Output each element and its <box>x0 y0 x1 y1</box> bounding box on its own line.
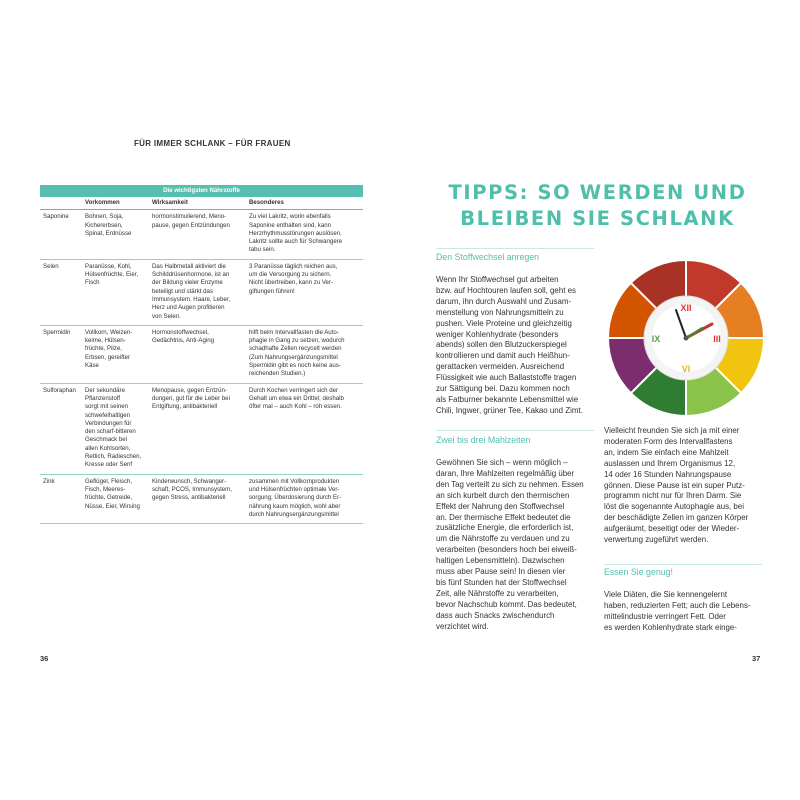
cell-line: Fisch <box>85 279 100 287</box>
cell-besonderes <box>249 325 363 383</box>
cell-line: (Zum Nahrungsergänzungsmittel <box>249 353 338 361</box>
page-number-right: 37 <box>752 654 761 663</box>
nutrient-name: Saponine <box>40 210 85 259</box>
cell-line: Geflügel, Fleisch, <box>85 477 133 485</box>
text-line: auslassen und Ihrem Organismus 12, <box>604 458 736 468</box>
table-header-besonderes: Besonderes <box>249 197 363 210</box>
text-line: menstellung von Nahrungsmitteln zu <box>436 307 564 317</box>
cell-line: früchte, Getreide, <box>85 494 133 502</box>
cell-line: schwefelhaltigen <box>85 411 131 419</box>
cell-line: Spermidin gibt es noch keine aus- <box>249 362 341 370</box>
cell-line: Das Halbmetall aktiviert die <box>152 262 226 270</box>
text-line: verzichtet wird. <box>436 621 489 631</box>
nutrients-table <box>40 185 363 524</box>
cell-line: Erbsen, gereifter <box>85 353 131 361</box>
text-line: haltigen Lebensmitteln). Dazwischen <box>436 556 565 566</box>
text-line: an, indem Sie einfach eine Mahlzeit <box>604 447 729 457</box>
cell-line: Hormonstoffwechsel, <box>152 328 209 336</box>
cell-besonderes <box>249 474 363 523</box>
cell-line: Gedächtnis, Anti-Aging <box>152 337 214 345</box>
cell-line: Rettich, Radieschen, <box>85 453 142 461</box>
cell-line: hilft beim Intervallfasten die Auto- <box>249 328 339 336</box>
cell-vorkommen <box>85 259 152 325</box>
table-row <box>40 474 363 523</box>
text-line: Zeit, alle Nährstoffe zu verarbeiten, <box>436 588 559 598</box>
clock-numeral-6: VI <box>681 364 691 374</box>
text-line: 14 oder 16 Stunden Nahrungspause <box>604 469 732 479</box>
cell-line: gegen Stress, antibakteriell <box>152 494 226 502</box>
cell-line: pause, gegen Entzündungen <box>152 221 230 229</box>
cell-line: zusammen mit Vollkornprodukten <box>249 477 340 485</box>
cell-line: Saponine enthalten sind, kann <box>249 221 331 229</box>
paragraph-stoffwechsel <box>436 275 604 417</box>
cell-line: öfter mal – auch Kohl – roh essen. <box>249 403 342 411</box>
cell-line: schadhafte Zellen recycelt werden <box>249 345 342 353</box>
text-line: bevor Nachschub kommt. Das bedeutet, <box>436 599 577 609</box>
text-line: verwertung zugeführt werden. <box>604 535 709 545</box>
text-line: Viele Diäten, die Sie kennengelernt <box>604 590 728 599</box>
cell-line: Immunsystem. Haare, Leber, <box>152 295 231 303</box>
text-line: den Tag verteilt zu sich zu nehmen. Essen <box>436 479 584 489</box>
cell-line: früchte, Pilze, <box>85 345 122 353</box>
cell-line: Vollkorn, Weizen- <box>85 328 133 336</box>
text-line: bzw. auf Hochtouren laufen soll, geht es <box>436 285 576 295</box>
cell-line: Kresse oder Senf <box>85 461 133 469</box>
cell-line: Bohnen, Soja, <box>85 213 124 221</box>
text-line: es werden Kohlenhydrate stark einge- <box>604 622 737 632</box>
text-line: mittelindustrie verringert Fett. Oder <box>604 611 726 621</box>
cell-wirksamkeit <box>152 383 249 474</box>
text-line: gönnen. Diese Pause ist ein super Putz- <box>604 480 745 490</box>
text-line: Flüssigkeit wie auch Ballaststoffe tragen <box>436 373 577 383</box>
table-header-empty <box>40 197 85 210</box>
cell-line: durch Nahrungsergänzungsmittel <box>249 510 339 518</box>
text-line: weniger Kohlenhydrate (besonders <box>436 329 559 339</box>
cell-line: um die Versorgung zu sichern. <box>249 271 332 279</box>
cell-line: Nüsse, Eier, Wirsing <box>85 502 140 510</box>
text-line: zur Sättigung bei. Dazu kommen noch <box>436 384 570 394</box>
table-row <box>40 259 363 325</box>
text-line: der beschädigte Zellen im ganzen Körper <box>604 513 749 523</box>
text-line: löst die sogenannte Autophagie aus, bei <box>604 502 744 512</box>
cell-vorkommen <box>85 210 152 259</box>
table-row <box>40 325 363 383</box>
page-title <box>430 180 765 232</box>
cell-line: keime, Hülsen- <box>85 337 126 345</box>
text-line: moderaten Form des Intervallfastens <box>604 436 733 446</box>
cell-line: hormonstimulierend, Meno- <box>152 213 227 221</box>
text-line: Chili, Ingwer, grüner Tee, Kakao und Zimt. <box>436 405 583 415</box>
nutrient-name: Selen <box>40 259 85 325</box>
section-heading-essen-genug: Essen Sie genug! <box>604 567 673 577</box>
text-line: pushen. Viele Proteine und gleichzeitig <box>436 318 572 328</box>
text-line: an sich kurbelt durch den thermischen <box>436 490 570 500</box>
text-line: zusätzliche Energie, die erforderlich ist, <box>436 523 574 533</box>
running-head: FÜR IMMER SCHLANK – FÜR FRAUEN <box>134 139 291 148</box>
divider <box>604 564 762 565</box>
divider <box>436 248 594 249</box>
cell-line: Zu viel Lakritz, worin ebenfalls <box>249 213 331 221</box>
cell-vorkommen <box>85 325 152 383</box>
cell-line: Geschmack bei <box>85 436 127 444</box>
text-line: darum, ihn durch Auswahl und Zusam- <box>436 296 572 306</box>
cell-line: Entgiftung, antibakteriell <box>152 403 218 411</box>
cell-line: giftungen führen! <box>249 287 295 295</box>
cell-line: Paranüsse, Kohl, <box>85 262 132 270</box>
cell-line: Gehalt um etwa ein Drittel; deshalb <box>249 394 344 402</box>
cell-line: Schilddrüsenhormone, ist an <box>152 271 230 279</box>
cell-line: Nicht übertreiben, kann zu Ver- <box>249 279 334 287</box>
cell-line: Herzrhythmusstörungen auslösen. <box>249 229 342 237</box>
cell-line: sorgt mit seinen <box>85 403 129 411</box>
clock-numeral-9: IX <box>651 334 661 344</box>
cell-vorkommen <box>85 383 152 474</box>
table-row <box>40 210 363 259</box>
clock-center <box>684 336 689 341</box>
cell-line: Herz und Augen profitieren <box>152 304 225 312</box>
nutrient-name: Spermidin <box>40 325 85 383</box>
text-line: kontrollieren und damit auch Heißhun- <box>436 351 570 361</box>
cell-line: von Selen. <box>152 312 181 320</box>
text-line: bis fünf Stunden hat der Stoffwechsel <box>436 577 567 587</box>
table-header-wirksamkeit: Wirksamkeit <box>152 197 249 210</box>
clock-numeral-3: III <box>713 334 721 344</box>
cell-besonderes <box>249 383 363 474</box>
text-line: Vielleicht freunden Sie sich ja mit einer <box>604 426 740 435</box>
clock-numeral-12: XII <box>680 303 692 313</box>
cell-line: den scharf-bitteren <box>85 428 136 436</box>
cell-line: Lakritz sollte auch für Schwangere <box>249 238 343 246</box>
text-line: Gewöhnen Sie sich – wenn möglich – <box>436 458 568 467</box>
cell-line: Hülsenfrüchte, Eier, <box>85 271 139 279</box>
text-line: um die Nährstoffe zu verdauen und zu <box>436 534 570 544</box>
section-heading-stoffwechsel: Den Stoffwechsel anregen <box>436 252 540 262</box>
cell-besonderes <box>249 259 363 325</box>
paragraph-essen-genug <box>604 590 772 634</box>
cell-line: 3 Paranüsse täglich reichen aus, <box>249 262 338 270</box>
page-number-left: 36 <box>40 654 49 663</box>
cell-line: sorgung; Überdosierung durch Er- <box>249 494 342 502</box>
cell-wirksamkeit <box>152 474 249 523</box>
cell-wirksamkeit <box>152 210 249 259</box>
text-line: muss aber Pause sein! In diesen vier <box>436 567 566 577</box>
cell-line: nährung kaum möglich, wohl aber <box>249 502 341 510</box>
text-line: daran, Ihre Mahlzeiten regelmäßig über <box>436 468 575 478</box>
text-line: Effekt der Nahrung den Stoffwechsel <box>436 501 565 511</box>
table-caption: Die wichtigsten Nährstoffe <box>40 185 363 197</box>
page-title-line-2: BLEIBEN SIE SCHLANK <box>460 207 735 230</box>
cell-line: der Bildung vieler Enzyme <box>152 279 223 287</box>
cell-line: allen Kohlsorten, <box>85 444 131 452</box>
text-line: Wenn Ihr Stoffwechsel gut arbeiten <box>436 275 559 284</box>
cell-line: Pflanzenstoff <box>85 394 121 402</box>
cell-line: Fisch, Meeres- <box>85 485 126 493</box>
cell-line: Spinat, Erdnüsse <box>85 229 132 237</box>
text-line: als Fatburner bekannte Lebensmittel wie <box>436 394 579 404</box>
table-row <box>40 383 363 474</box>
cell-line: beteiligt und stärkt das <box>152 287 213 295</box>
cell-line: phagie in Gang zu setzen, wodurch <box>249 337 345 345</box>
table-header-vorkommen: Vorkommen <box>85 197 152 210</box>
nutrient-name: Sulforaphan <box>40 383 85 474</box>
section-heading-mahlzeiten: Zwei bis drei Mahlzeiten <box>436 435 531 445</box>
text-line: verarbeiten (besonders hoch bei eiweiß- <box>436 545 577 555</box>
paragraph-mahlzeiten <box>436 458 604 633</box>
cell-line: tabu sein. <box>249 246 276 254</box>
cell-line: Verbindungen für <box>85 419 132 427</box>
cell-line: Durch Kochen verringert sich der <box>249 386 339 394</box>
text-line: programm nicht nur für Ihren Darm. Sie <box>604 491 742 501</box>
text-line: an. Der thermische Effekt bedeutet die <box>436 512 571 522</box>
cell-line: Kinderwunsch, Schwanger- <box>152 477 227 485</box>
nutrient-name: Zink <box>40 474 85 523</box>
cell-line: dungen, gut für die Leber bei <box>152 394 230 402</box>
text-line: dass auch Snacks zwischendurch <box>436 610 555 620</box>
cell-line: schaft, PCOS, Immunsystem, <box>152 485 232 493</box>
page-title-line-1: TIPPS: SO WERDEN UND <box>448 181 747 204</box>
food-clock-image <box>606 258 766 418</box>
cell-wirksamkeit <box>152 325 249 383</box>
cell-wirksamkeit <box>152 259 249 325</box>
cell-line: reichenden Studien.) <box>249 370 306 378</box>
cell-vorkommen <box>85 474 152 523</box>
text-line: gerattacken vermeiden. Ausreichend <box>436 362 565 372</box>
cell-line: Käse <box>85 362 99 370</box>
text-line: aufgeräumt, beseitigt oder der Wieder- <box>604 524 740 534</box>
paragraph-intervallfasten <box>604 426 772 546</box>
cell-line: Menopause, gegen Entzün- <box>152 386 227 394</box>
text-line: haben, reduzierten Fett; auch die Lebens- <box>604 600 751 610</box>
cell-line: Der sekundäre <box>85 386 125 394</box>
divider <box>436 430 594 431</box>
text-line: abends) sollen den Blutzuckerspiegel <box>436 340 567 350</box>
cell-line: Kichererbsen, <box>85 221 123 229</box>
cell-line: und Hülsenfrüchten optimale Ver- <box>249 485 340 493</box>
cell-besonderes <box>249 210 363 259</box>
